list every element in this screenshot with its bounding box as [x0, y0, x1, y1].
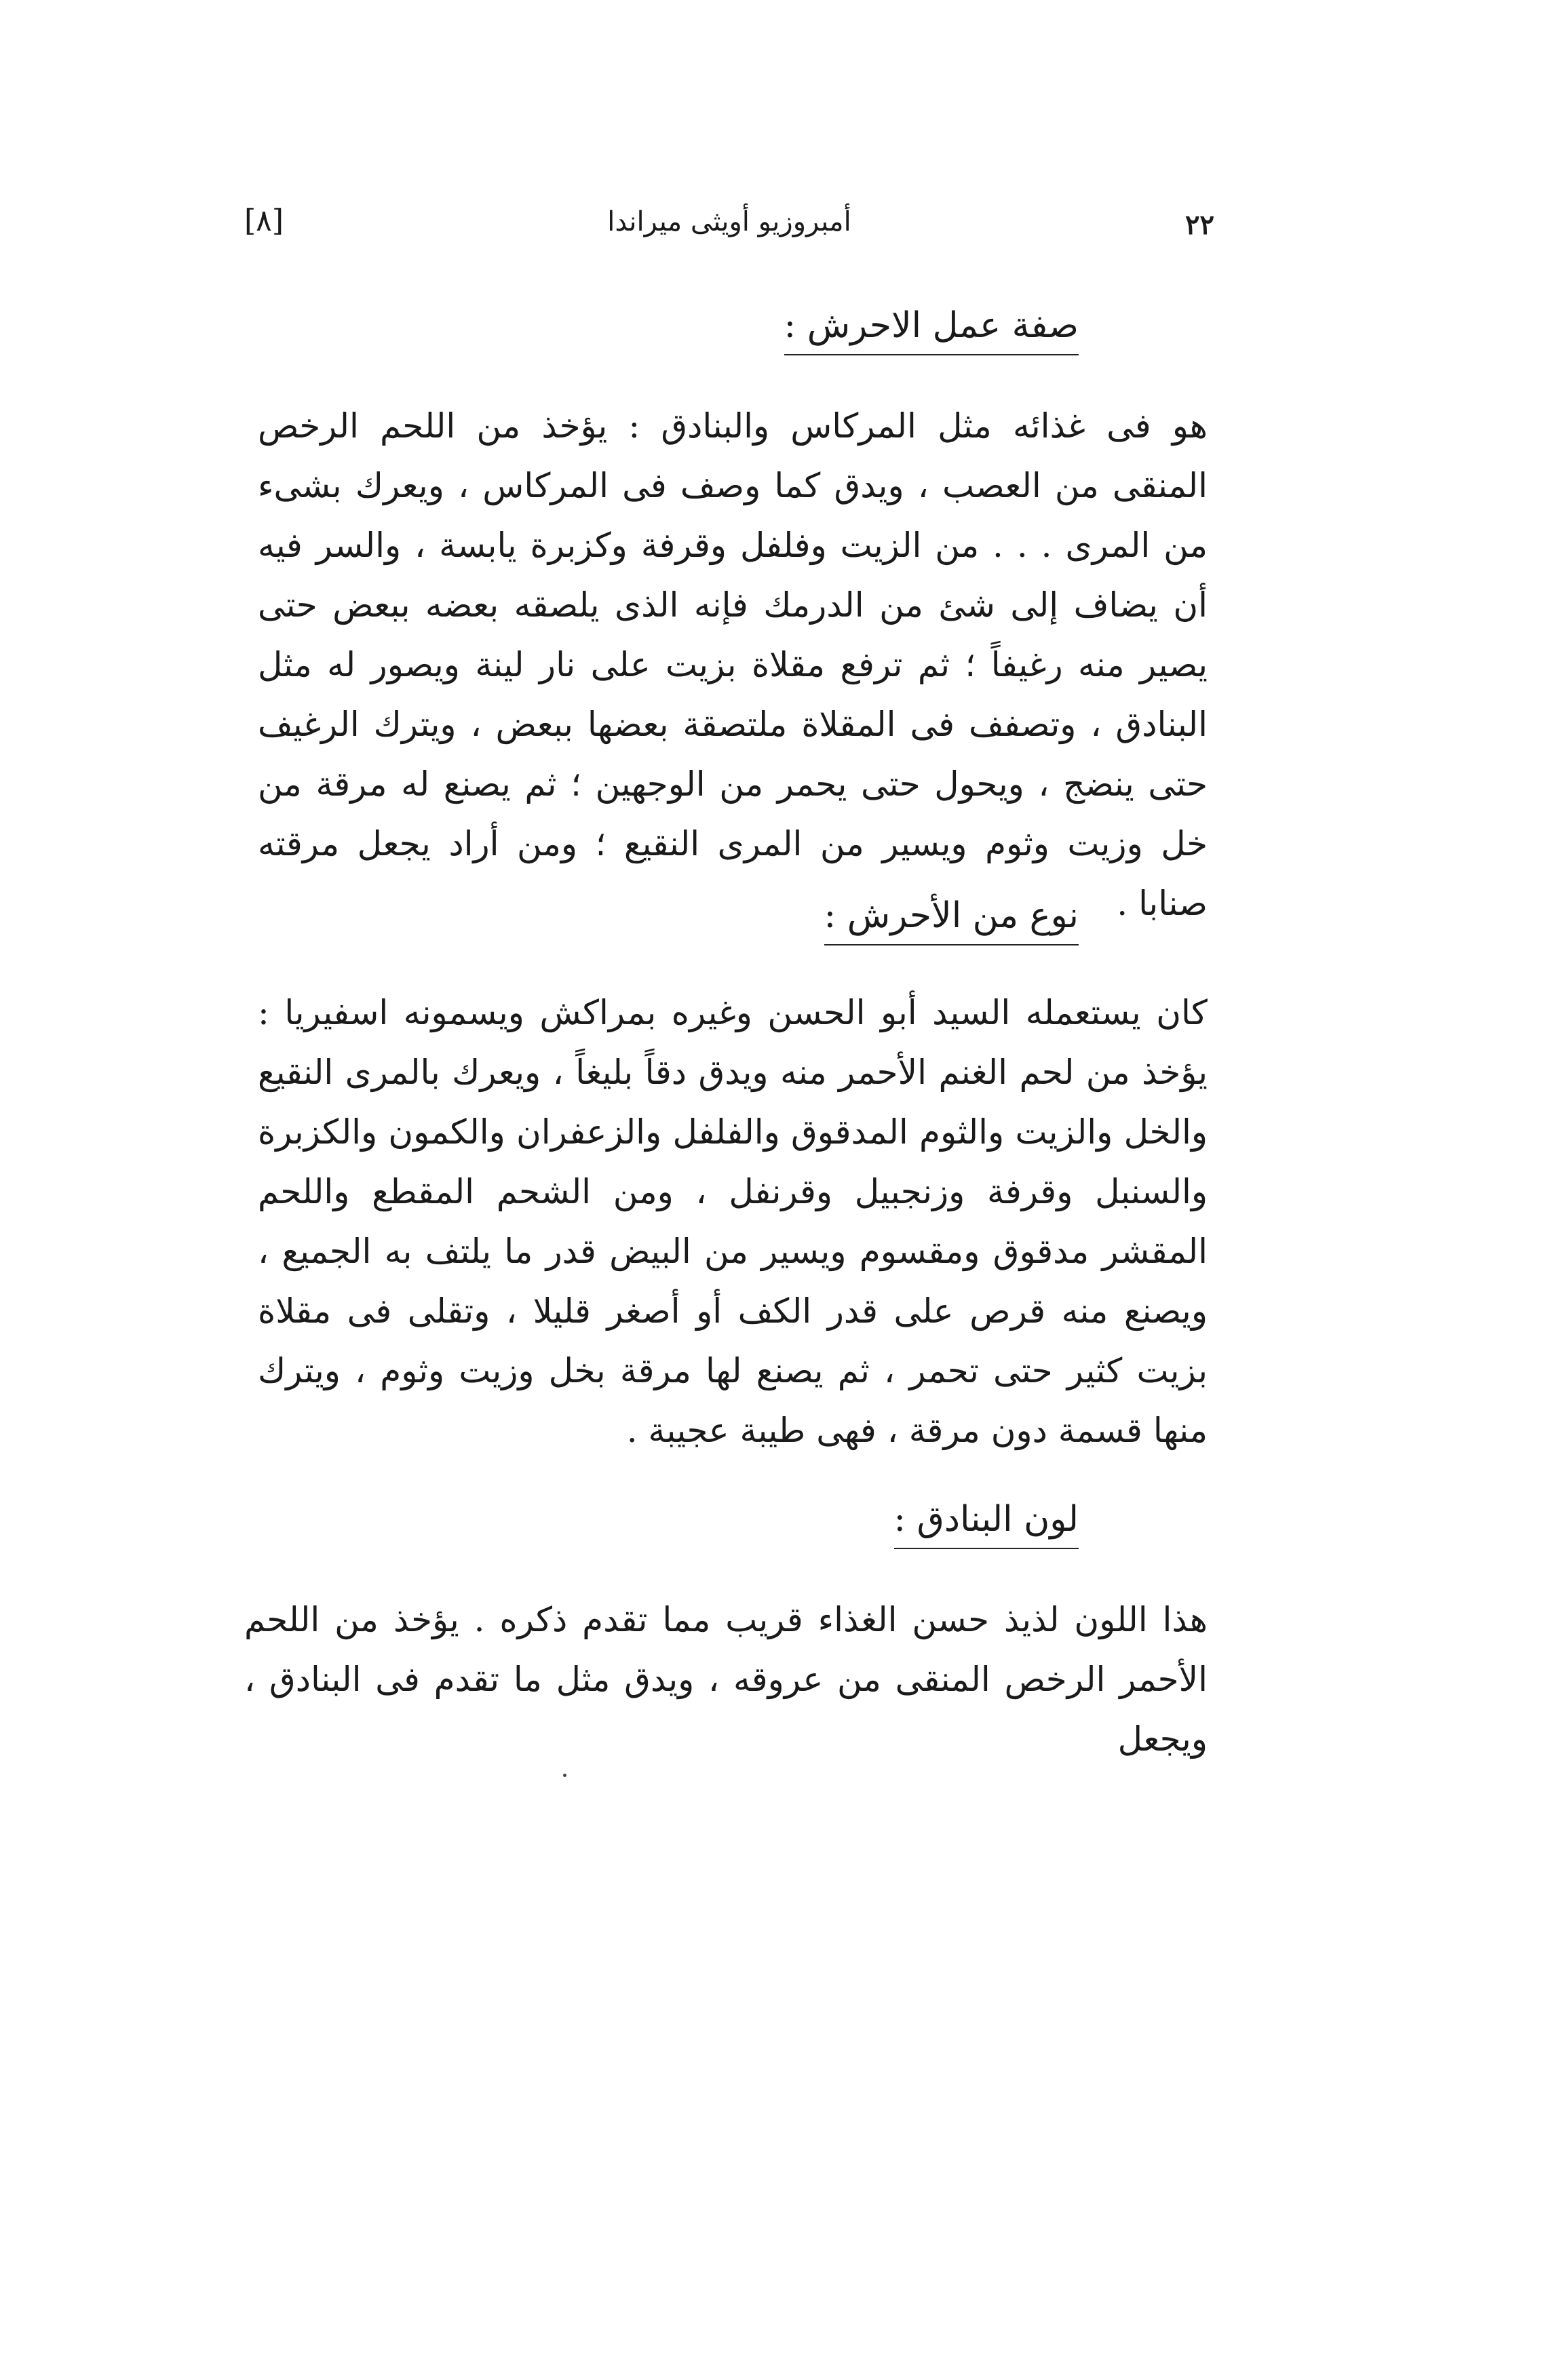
section-heading: نوع من الأحرش : — [824, 895, 1079, 945]
recipe-section-ahrash-variant — [258, 895, 1208, 1460]
section-paragraph: هذا اللون لذيذ حسن الغذاء قريب مما تقدم ذكره . يؤخذ من اللحم الأحمر الرخص المنقى من عروقه ، ويدق مثل ما تقدم فى البنادق ، ويجعل — [244, 1600, 1208, 1759]
recipe-section-banadiq — [244, 1499, 1208, 1769]
recipe-section-ahrash — [258, 305, 1208, 933]
folio-number: [٨] — [244, 203, 284, 238]
section-heading: صفة عمل الاحرش : — [784, 305, 1079, 355]
section-paragraph: هو فى غذائه مثل المركاس والبنادق : يؤخذ من اللحم الرخص المنقى من العصب ، ويدق كما وصف فى المركاس ، ويعرك بشىء من المرى . . . من الزيت وفلفل وقرفة وكزبرة يابسة ، والسر فيه أن يضاف إلى شئ من الدرمك فإنه الذى يلصقه بعضه ببعض حتى يصير منه رغيفاً ؛ ثم ترفع مقلاة بزيت على نار لينة ويصور له مثل البنادق ، وتصفف فى المقلاة ملتصقة بعضها ببعض ، ويترك الرغيف حتى ينضج ، ويحول حتى يحمر من الوجهين ؛ ثم يصنع له مرقة من خل وزيت وثوم ويسير من المرى النقيع ؛ ومن أراد يجعل مرقته صنابا . — [258, 406, 1208, 923]
section-heading: لون البنادق : — [894, 1499, 1079, 1549]
stray-mark — [563, 1774, 566, 1777]
page-number: ٢٢ — [1185, 209, 1214, 241]
section-paragraph: كان يستعمله السيد أبو الحسن وغيره بمراكش ويسمونه اسفيريا : يؤخذ من لحم الغنم الأحمر منه ويدق دقاً بليغاً ، ويعرك بالمرى النقيع والخل والزيت والثوم المدقوق والفلفل والزعفران والكمون والكزبرة والسنبل وقرفة وزنجبيل وقرنفل ، ومن الشحم المقطع واللحم المقشر مدقوق ومقسوم ويسير من البيض قدر ما يلتف به الجميع ، ويصنع منه قرص على قدر الكف أو أصغر قليلا ، وتقلى فى مقلاة بزيت كثير حتى تحمر ، ثم يصنع لها مرقة بخل وزيت وثوم ، ويترك منها قسمة دون مرقة ، فهى طيبة عجيبة . — [258, 993, 1208, 1450]
page-header — [244, 203, 1214, 251]
running-title: أمبروزيو أويثى ميراندا — [607, 206, 851, 237]
